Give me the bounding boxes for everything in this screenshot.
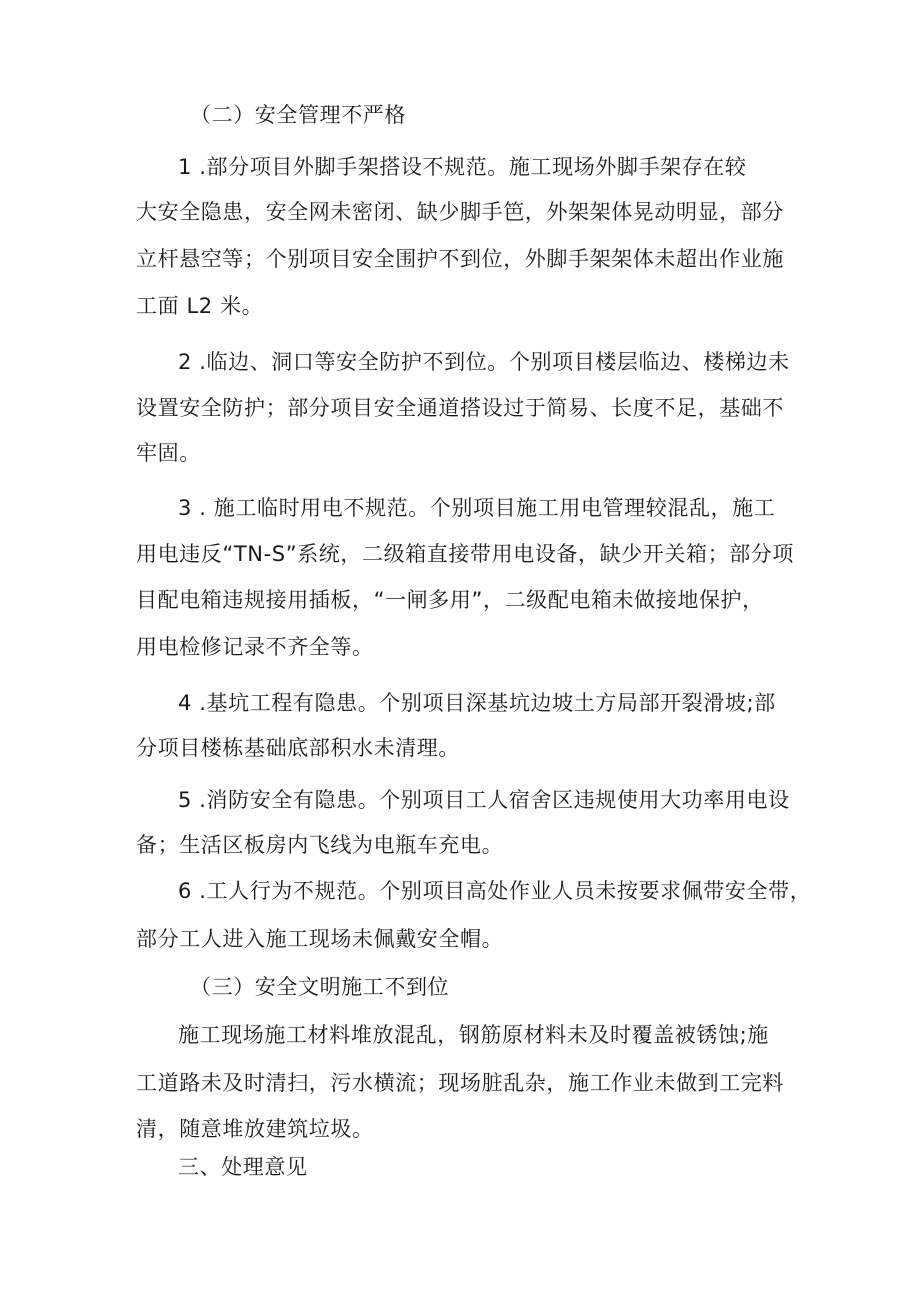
item-1-line-4: 工面 L2 米。 xyxy=(136,294,264,318)
part-3-heading: 三、处理意见 xyxy=(178,1155,308,1179)
item-4-line-2: 分项目楼栋基础底部积水未清理。 xyxy=(136,736,460,760)
item-5-line-2: 备；生活区板房内飞线为电瓶车充电。 xyxy=(136,833,504,857)
item-3-line-2: 用电违反“TN-S”系统，二级箱直接带用电设备，缺少开关箱；部分项 xyxy=(136,542,795,566)
section-2-heading: （二）安全管理不严格 xyxy=(190,103,406,127)
item-3-line-4: 用电检修记录不齐全等。 xyxy=(136,635,374,659)
section-3-heading: （三）安全文明施工不到位 xyxy=(190,975,450,999)
item-1-line-1: 1 .部分项目外脚手架搭设不规范。施工现场外脚手架存在较 xyxy=(178,155,747,179)
item-6-line-1: 6 .工人行为不规范。个别项目高处作业人员未按要求佩带安全带， xyxy=(178,879,812,903)
item-2-line-1: 2 .临边、洞口等安全防护不到位。个别项目楼层临边、楼梯边未 xyxy=(178,350,790,374)
item-1-line-3: 立杆悬空等；个别项目安全围护不到位，外脚手架架体未超出作业施 xyxy=(136,247,784,271)
item-6-line-2: 部分工人进入施工现场未佩戴安全帽。 xyxy=(136,927,504,951)
item-4-line-1: 4 .基坑工程有隐患。个别项目深基坑边坡土方局部开裂滑坡;部 xyxy=(178,691,776,715)
item-1-line-2: 大安全隐患，安全网未密闭、缺少脚手笆，外架架体晃动明显，部分 xyxy=(136,200,784,224)
item-5-line-1: 5 .消防安全有隐患。个别项目工人宿舍区违规使用大功率用电设 xyxy=(178,788,790,812)
item-3-line-1: 3 . 施工临时用电不规范。个别项目施工用电管理较混乱，施工 xyxy=(178,496,776,520)
section-3-body-line-2: 工道路未及时清扫，污水横流；现场脏乱杂，施工作业未做到工完料 xyxy=(136,1071,784,1095)
section-3-body-line-3: 清，随意堆放建筑垃圾。 xyxy=(136,1117,374,1141)
item-3-line-3: 目配电箱违规接用插板，“一闸多用”，二级配电箱未做接地保护， xyxy=(136,588,764,612)
item-2-line-2: 设置安全防护；部分项目安全通道搭设过于简易、长度不足，基础不 xyxy=(136,396,784,420)
item-2-line-3: 牢固。 xyxy=(136,441,201,465)
section-3-body-line-1: 施工现场施工材料堆放混乱，钢筋原材料未及时覆盖被锈蚀;施 xyxy=(178,1023,769,1047)
